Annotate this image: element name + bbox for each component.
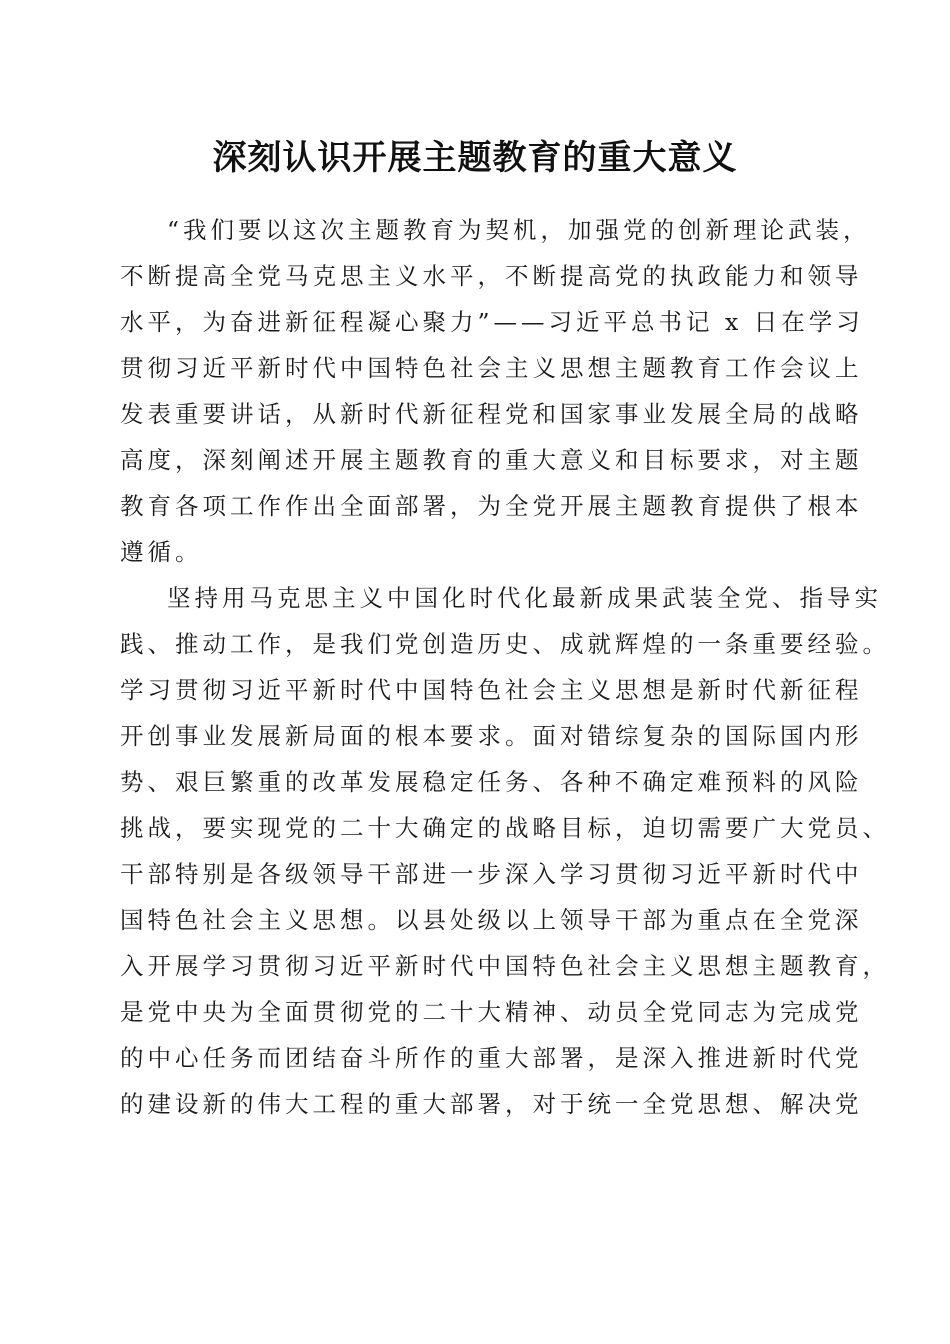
text-line: 学习贯彻习近平新时代中国特色社会主义思想是新时代新征程 — [120, 676, 863, 704]
text-line: 是党中央为全面贯彻党的二十大精神、动员全党同志为完成党 — [120, 998, 863, 1026]
paragraph-1 — [120, 207, 871, 575]
text-line: 水平，为奋进新征程凝心聚力”——习近平总书记 x 日在学习 — [120, 308, 864, 336]
text-line: 的中心任务而团结奋斗所作的重大部署，是深入推进新时代党 — [120, 1044, 863, 1072]
text-line: 干部特别是各级领导干部进一步深入学习贯彻习近平新时代中 — [120, 860, 863, 888]
text-line: 发表重要讲话，从新时代新征程党和国家事业发展全局的战略 — [120, 400, 863, 428]
text-line: 教育各项工作作出全面部署，为全党开展主题教育提供了根本 — [120, 492, 863, 520]
text-line: 高度，深刻阐述开展主题教育的重大意义和目标要求，对主题 — [120, 446, 863, 474]
text-line: 挑战，要实现党的二十大确定的战略目标，迫切需要广大党员、 — [120, 814, 890, 842]
text-line: 贯彻习近平新时代中国特色社会主义思想主题教育工作会议上 — [120, 354, 863, 382]
text-line: 不断提高全党马克思主义水平，不断提高党的执政能力和领导 — [120, 262, 863, 290]
text-line: 开创事业发展新局面的根本要求。面对错综复杂的国际国内形 — [120, 722, 863, 750]
text-line: 入开展学习贯彻习近平新时代中国特色社会主义思想主题教育， — [120, 952, 890, 980]
document-body — [120, 207, 890, 1127]
text-line: 的建设新的伟大工程的重大部署，对于统一全党思想、解决党 — [120, 1090, 863, 1118]
text-line: 遵循。 — [120, 538, 203, 566]
text-line: 践、推动工作，是我们党创造历史、成就辉煌的一条重要经验。 — [120, 630, 890, 658]
text-line: 国特色社会主义思想。以县处级以上领导干部为重点在全党深 — [120, 906, 863, 934]
paragraph-2 — [120, 575, 890, 1127]
document-title: 深刻认识开展主题教育的重大意义 — [212, 138, 738, 178]
text-line: 势、艰巨繁重的改革发展稳定任务、各种不确定难预料的风险 — [120, 768, 863, 796]
text-line: 坚持用马克思主义中国化时代化最新成果武装全党、指导实 — [167, 584, 882, 612]
text-line: “我们要以这次主题教育为契机，加强党的创新理论武装， — [167, 216, 871, 244]
